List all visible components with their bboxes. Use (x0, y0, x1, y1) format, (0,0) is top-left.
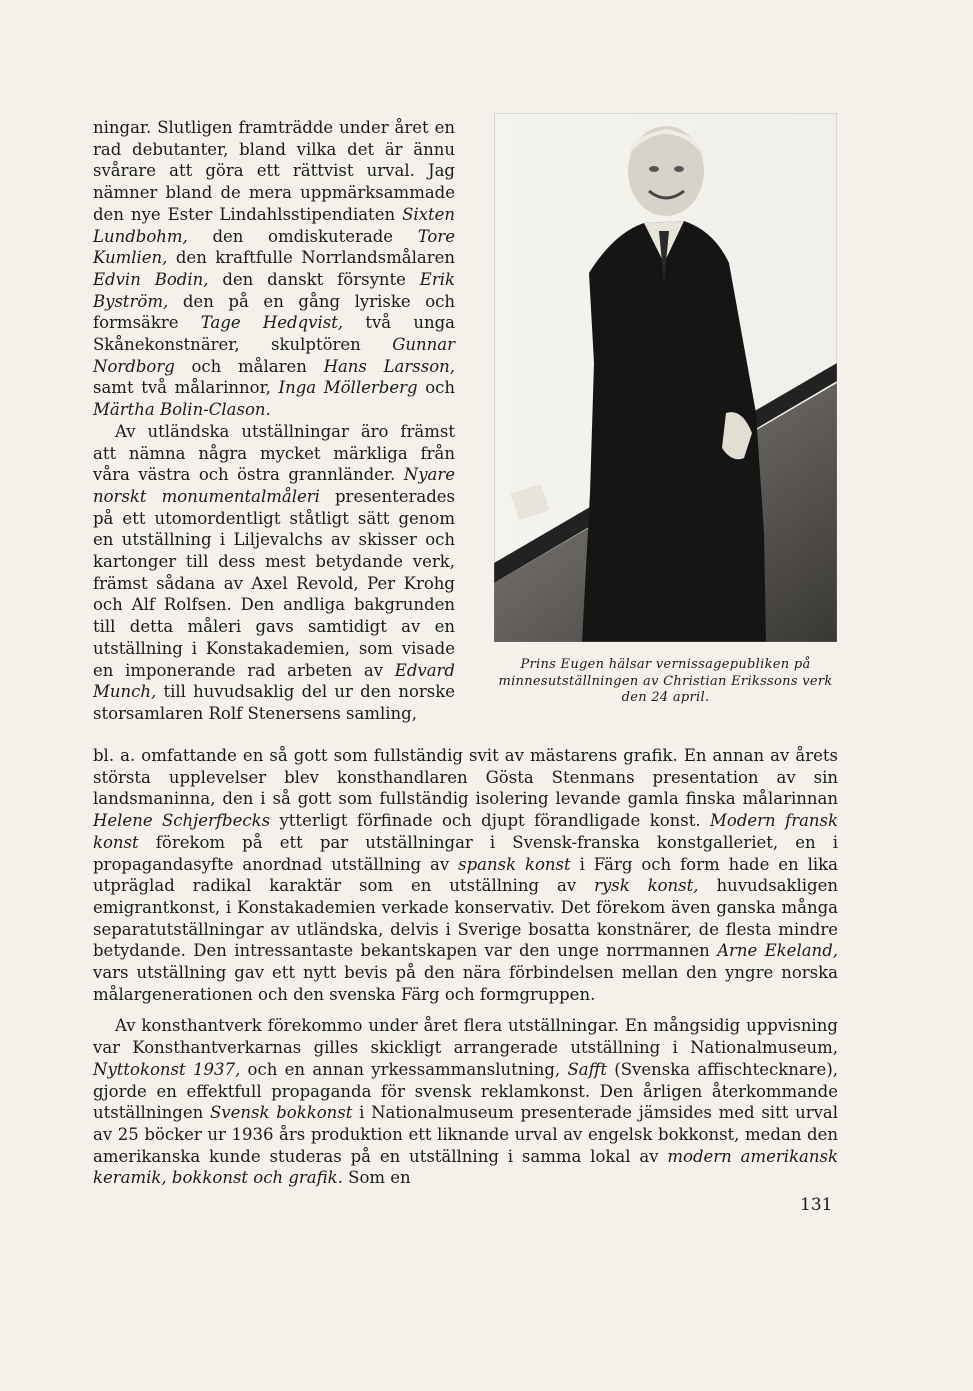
photo-illustration (494, 113, 837, 642)
paragraph-continuation: bl. a. omfattande en så gott som fullständig svit av mästarens grafik. En annan av årets största upplevelser blev konsthandlaren Gösta Stenmans presentation av sin landsmaninna, den i så gott som fullständig isolering levande gamla finska målarinnan Helene Schjerfbecks ytterligt förfinade och djupt förandligade konst. Modern fransk konst förekom på ett par utställningar i Svensk-franska konstgalleriet, en i propagandasyfte anordnad utställning av spansk konst i Färg och form hade en lika utpräglad radikal karaktär som en utställning av rysk konst, huvudsakligen emigrantkonst, i Konstakademien verkade konservativ. Det förekom även ganska många separatutställningar av utländska, delvis i Sverige bosatta konstnärer, de flesta mindre betydande. Den intressantaste bekantskapen var den unge norrmannen Arne Ekeland, vars utställning gav ett nytt bevis på den nära förbindelsen mellan den yngre norska målargenerationen och den svenska Färg och formgruppen. (93, 746, 839, 1004)
paragraph-crafts: Av konsthantverk förekommo under året flera utställningar. En mångsidig uppvisning var Konsthantverkarnas gilles skickligt arrangerade utställning i Nationalmuseum, Nyttokonst 1937, och en annan yrkessammanslutning, Safft (Svenska affischtecknare), gjorde en effektfull propaganda för svensk reklamkonst. Den årligen återkommande utställningen Svensk bokkonst i Nationalmuseum presenterade jämsides med sitt urval av 25 böcker ur 1936 års produktion ett liknande urval av engelsk bokkonst, medan den amerikanska kunde studeras på en utställning i samma lokal av modern amerikansk keramik, bokkonst och grafik. Som en (93, 1016, 839, 1188)
photograph-prins-eugen (494, 113, 837, 642)
paragraph-debutants: ningar. Slutligen framträdde under året en rad debutanter, bland vilka det är ännu svårare att göra ett rättvist urval. Jag nämner bland de mera uppmärksammade den nye Ester Lindahlsstipendiaten Sixten Lundbohm, den omdiskuterade Tore Kumlien, den kraftfulle Norrlandsmålaren Edvin Bodin, den danskt försynte Erik Byström, den på en gång lyriske och formsäkre Tage Hedqvist, två unga Skånekonstnärer, skulptören Gunnar Nordborg och målaren Hans Larsson, samt två målarinnor, Inga Möllerberg och Märtha Bolin-Clason. (93, 118, 456, 420)
page-number: 131 (800, 1195, 833, 1215)
wide-text-column (93, 745, 838, 1189)
paragraph-foreign-exhibitions: Av utländska utställningar äro främst att nämna några mycket märkliga från våra västra och östra grannländer. Nyare norskt monumentalmåleri presenterades på ett utomordentligt ståtligt sätt genom en utställning i Liljevalchs av skisser och kartonger till dess mest betydande verk, främst sådana av Axel Revold, Per Krohg och Alf Rolfsen. Den andliga bakgrunden till detta måleri gavs samtidigt av en utställning i Konstakademien, som visade en imponerande rad arbeten av Edvard Munch, till huvudsaklig del ur den norske storsamlaren Rolf Stenersens samling, (93, 421, 456, 723)
narrow-text-column (93, 117, 455, 725)
photo-caption: Prins Eugen hälsar vernissagepubliken på minnesutställningen av Christian Erikssons verk den 24 april. (498, 657, 833, 705)
